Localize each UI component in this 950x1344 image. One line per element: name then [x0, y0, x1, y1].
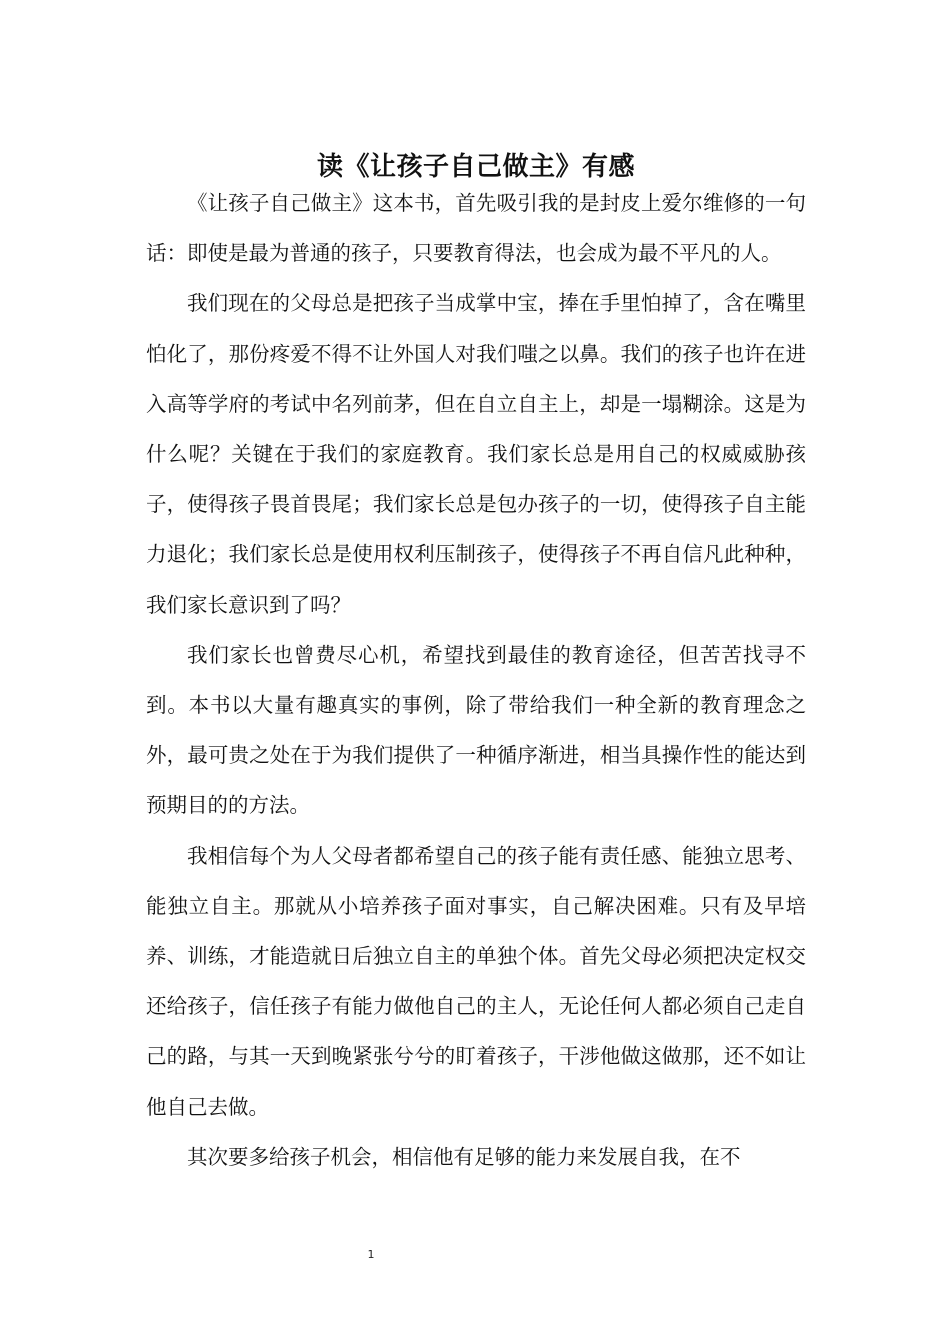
document-body	[146, 178, 806, 1182]
page-number: 1	[367, 1248, 375, 1261]
paragraph: 《让孩子自己做主》这本书，首先吸引我的是封皮上爱尔维修的一句话：即使是最为普通的孩子，只要教育得法，也会成为最不平凡的人。	[146, 191, 806, 266]
paragraph: 我相信每个为人父母者都希望自己的孩子能有责任感、能独立思考、能独立自主。那就从小培养孩子面对事实，自己解决困难。只有及早培养、训练，才能造就日后独立自主的单独个体。首先父母必须把决定权交还给孩子，信任孩子有能力做他自己的主人，无论任何人都必须自己走自己的路，与其一天到晚紧张兮兮的盯着孩子，干涉他做这做那，还不如让他自己去做。	[146, 843, 806, 1119]
document-title: 读《让孩子自己做主》有感	[316, 152, 635, 183]
paragraph: 我们现在的父母总是把孩子当成掌中宝，捧在手里怕掉了，含在嘴里怕化了，那份疼爱不得不让外国人对我们嗤之以鼻。我们的孩子也许在进入高等学府的考试中名列前茅，但在自立自主上，却是一塌糊涂。这是为什么呢？关键在于我们的家庭教育。我们家长总是用自己的权威威胁孩子，使得孩子畏首畏尾；我们家长总是包办孩子的一切，使得孩子自主能力退化；我们家长总是使用权利压制孩子，使得孩子不再自信凡此种种，我们家长意识到了吗？	[146, 291, 806, 617]
paragraph: 我们家长也曾费尽心机，希望找到最佳的教育途径，但苦苦找寻不到。本书以大量有趣真实的事例，除了带给我们一种全新的教育理念之外，最可贵之处在于为我们提供了一种循序渐进，相当具操作性的能达到预期目的的方法。	[146, 642, 806, 818]
paragraph: 其次要多给孩子机会，相信他有足够的能力来发展自我，在不	[187, 1144, 741, 1169]
